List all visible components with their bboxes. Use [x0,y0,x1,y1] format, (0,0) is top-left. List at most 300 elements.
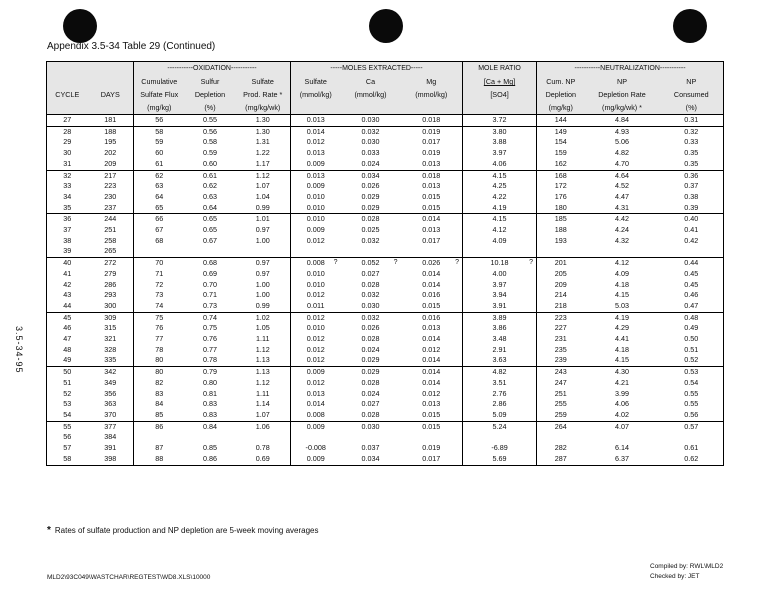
table-cell [134,301,185,312]
table-cell [47,203,88,214]
table-cell [185,159,236,170]
table-cell [463,443,537,454]
table-cell [134,148,185,159]
cell-value: 82 [155,377,164,387]
table-cell [291,345,341,356]
cell-value: 39 [63,246,72,256]
cell-value: 0.45 [684,279,699,289]
cell-value: 0.014 [422,334,441,344]
cell-value: 185 [554,214,567,224]
table-cell [401,290,463,301]
table-cell [660,301,724,312]
col-header: (%) [185,101,236,115]
col-header: [SO4] [463,88,537,101]
table-cell [236,280,291,291]
table-cell [88,367,134,378]
table-cell [585,192,660,203]
table-row [47,126,724,137]
data-table [46,61,724,466]
table-cell [291,378,341,389]
table-cell [47,345,88,356]
table-cell [401,115,463,127]
cell-value: 235 [554,344,567,354]
table-cell [537,399,585,410]
cell-value: 272 [104,258,117,268]
cell-value: 370 [104,409,117,419]
cell-value: 209 [554,279,567,289]
table-cell [47,399,88,410]
col-header [88,101,134,115]
cell-value: 0.034 [361,170,380,180]
cell-value: 46 [63,323,72,333]
table-cell [47,290,88,301]
cell-value: 0.67 [203,235,217,245]
cell-value: 0.012 [422,344,441,354]
col-header: (mg/kg/wk) [236,101,291,115]
header-row-3 [47,101,724,115]
table-row [47,214,724,225]
cell-value: 227 [554,323,567,333]
table-cell [88,203,134,214]
cell-value: 3.48 [492,334,507,344]
table-cell [47,378,88,389]
cell-value: 0.016 [422,312,441,322]
cell-value: 3.63 [492,355,507,365]
table-cell [537,181,585,192]
cell-value: 0.013 [422,181,441,191]
footnote-text: Rates of sulfate production and NP depletion are 5-week moving averages [54,526,319,535]
table-cell [88,421,134,432]
cell-value: 0.69 [255,453,270,463]
mole-ratio-header: MOLE RATIO [463,62,537,76]
table-row [47,443,724,454]
cell-value: 1.02 [255,312,270,322]
question-mark: ? [333,259,338,267]
question-mark: ? [529,259,534,267]
cell-value: 80 [155,367,164,377]
cell-value: 195 [104,137,117,147]
table-cell [660,246,724,257]
cell-value: 0.026 [361,323,380,333]
table-cell [185,148,236,159]
cell-value: 1.31 [255,137,270,147]
cell-value: 0.39 [684,202,699,212]
table-row [47,312,724,323]
cell-value: 3.99 [615,388,630,398]
table-cell [463,334,537,345]
table-cell [537,236,585,247]
table-cell [185,421,236,432]
table-cell [341,181,401,192]
cell-value: 78 [155,344,164,354]
table-cell [341,301,401,312]
table-cell [537,421,585,432]
cell-value: 176 [554,191,567,201]
table-cell [401,203,463,214]
cell-value: 32 [63,170,72,180]
col-header: DAYS [88,88,134,101]
table-cell [660,323,724,334]
cell-value: 4.64 [615,170,630,180]
cell-value: 0.030 [361,115,380,124]
table-cell [134,334,185,345]
question-mark: ? [455,259,460,267]
col-header [291,101,341,115]
cell-value: 201 [554,258,567,268]
table-cell [660,236,724,247]
cell-value: 1.13 [255,367,270,377]
cell-value: 239 [554,355,567,365]
table-cell [291,214,341,225]
table-cell [660,410,724,421]
cell-value: 0.85 [203,443,217,453]
table-cell [134,236,185,247]
cell-value: 74 [155,300,164,310]
cell-value: 3.88 [492,137,507,147]
table-cell [463,225,537,236]
table-cell [185,115,236,127]
table-cell [88,225,134,236]
cell-value: 76 [155,323,164,333]
cell-value: 231 [554,334,567,344]
cell-value: 0.41 [684,225,699,235]
table-row [47,334,724,345]
punch-hole-center [369,9,403,43]
table-cell [341,246,401,257]
table-cell [47,443,88,454]
cell-value: 4.12 [615,258,630,268]
table-cell [401,378,463,389]
question-mark: ? [393,259,398,267]
table-cell [88,290,134,301]
cell-value: 1.07 [255,181,270,191]
cell-value: 149 [554,126,567,136]
cell-value: 5.06 [615,137,630,147]
table-cell [537,378,585,389]
cell-value: 48 [63,344,72,354]
cell-value: 0.84 [203,421,217,431]
table-cell [185,367,236,378]
cell-value: 4.06 [615,399,630,409]
cell-value: 0.030 [361,137,380,147]
cell-value: 251 [104,225,117,235]
table-cell [401,323,463,334]
cell-value: 61 [155,158,164,168]
cell-value: 0.51 [684,344,699,354]
moles-group-header: -----MOLES EXTRACTED----- [291,62,463,76]
table-cell [185,269,236,280]
table-cell [341,280,401,291]
table-cell [291,115,341,127]
cell-value: 4.18 [615,344,630,354]
table-cell [585,159,660,170]
table-cell [47,148,88,159]
cell-value: 4.47 [615,191,630,201]
table-cell [236,214,291,225]
table-cell [236,159,291,170]
cell-value: 0.76 [203,334,217,344]
table-cell [134,115,185,127]
cell-value: 293 [104,290,117,300]
table-row [47,323,724,334]
table-cell [341,355,401,366]
table-cell [660,126,724,137]
cell-value: 0.62 [203,181,217,191]
table-cell [660,137,724,148]
cell-value: 0.97 [255,225,270,235]
cell-value: 4.32 [615,235,630,245]
table-cell [660,214,724,225]
cell-value: 259 [554,409,567,419]
table-cell [291,323,341,334]
table-cell [585,378,660,389]
table-cell [88,443,134,454]
table-cell [185,454,236,465]
cell-value: 315 [104,323,117,333]
cell-value: 0.034 [361,453,380,463]
table-cell [660,258,724,269]
cell-value: 0.029 [361,191,380,201]
cell-value: 0.009 [306,158,325,168]
cell-value: 0.019 [422,443,441,453]
cell-value: 0.97 [255,268,270,278]
table-cell [537,269,585,280]
table-cell [185,246,236,257]
table-cell [47,159,88,170]
cell-value: 0.024 [361,388,380,398]
table-cell [660,334,724,345]
col-header [463,101,537,115]
cell-value: 1.30 [255,126,270,136]
col-header: (mmol/kg) [291,88,341,101]
cell-value: 0.029 [361,355,380,365]
table-cell [341,148,401,159]
cell-value: 52 [63,388,72,398]
table-cell [88,410,134,421]
table-row [47,280,724,291]
cell-value: 0.68 [203,258,217,268]
cell-value: 0.012 [306,235,325,245]
cell-value: 40 [63,258,72,268]
cell-value: 33 [63,181,72,191]
cell-value: 0.010 [306,202,325,212]
neutralization-group-header: -----------NEUTRALIZATION----------- [537,62,724,76]
table-cell [585,214,660,225]
cell-value: 0.75 [203,323,217,333]
cell-value: 0.009 [306,421,325,431]
cell-value: 0.37 [684,181,699,191]
table-cell [47,389,88,400]
table-cell [236,367,291,378]
col-header: Ca [341,75,401,88]
table-cell [463,269,537,280]
cell-value: 72 [155,279,164,289]
table-cell [660,170,724,181]
cell-value: 0.63 [203,191,217,201]
table-cell [185,280,236,291]
table-cell [537,389,585,400]
cell-value: 244 [104,214,117,224]
cell-value: 264 [554,421,567,431]
table-cell [463,159,537,170]
table-cell [463,345,537,356]
cell-value: 0.45 [684,268,699,278]
table-cell [236,399,291,410]
cell-value: 38 [63,235,72,245]
table-cell [463,399,537,410]
table-cell [291,181,341,192]
cell-value: 4.24 [615,225,630,235]
cell-value: 214 [554,290,567,300]
table-cell [401,389,463,400]
table-cell [236,345,291,356]
cell-value: 4.25 [492,181,507,191]
table-cell [585,181,660,192]
cell-value: 1.13 [255,355,270,365]
cell-value: 0.69 [203,268,217,278]
table-cell [585,301,660,312]
table-cell [236,269,291,280]
cell-value: 377 [104,421,117,431]
table-cell [291,170,341,181]
cell-value: 4.93 [615,126,630,136]
cell-value: 34 [63,191,72,201]
cell-value: 180 [554,202,567,212]
cell-value: 6.14 [615,443,630,453]
col-header: Cum. NP [537,75,585,88]
cell-value: 349 [104,377,117,387]
cell-value: 0.57 [684,421,699,431]
table-cell [341,334,401,345]
table-cell [185,389,236,400]
table-cell [88,312,134,323]
cell-value: 0.013 [422,323,441,333]
table-cell [463,410,537,421]
table-cell [88,148,134,159]
table-cell [463,126,537,137]
table-cell [47,334,88,345]
table-cell [585,421,660,432]
table-cell [134,355,185,366]
table-cell [236,115,291,127]
cell-value: 68 [155,235,164,245]
cell-value: 300 [104,300,117,310]
table-cell [341,214,401,225]
table-cell [401,192,463,203]
cell-value: 4.18 [615,279,630,289]
cell-value: 0.014 [422,268,441,278]
cell-value: 0.49 [684,323,699,333]
table-cell [47,236,88,247]
cell-value: 1.17 [255,158,270,168]
table-cell [585,323,660,334]
table-cell [236,454,291,465]
cell-value: 0.012 [306,312,325,322]
table-cell [47,137,88,148]
table-cell [401,355,463,366]
table-cell [88,246,134,257]
table-cell [401,225,463,236]
cell-value: 1.00 [255,290,270,300]
cell-value: 188 [554,225,567,235]
table-cell [134,290,185,301]
cell-value: 0.97 [255,258,270,268]
cell-value: 193 [554,235,567,245]
cell-value: 63 [155,181,164,191]
table-cell [88,236,134,247]
table-cell [537,159,585,170]
table-cell [47,192,88,203]
page-title: Appendix 3.5-34 Table 29 (Continued) [47,41,216,52]
table-row [47,345,724,356]
table-cell [47,355,88,366]
cell-value: 0.012 [306,377,325,387]
table-cell [236,421,291,432]
cell-value: 0.017 [422,453,441,463]
cell-value: 0.58 [203,137,217,147]
cell-value: 309 [104,312,117,322]
cell-value: 0.60 [203,158,217,168]
table-cell [401,170,463,181]
checked-by: Checked by: JET [650,573,700,580]
punch-hole-left [63,9,97,43]
table-cell [134,389,185,400]
table-row [47,389,724,400]
table-cell [401,246,463,257]
cell-value: 84 [155,399,164,409]
table-cell [463,421,537,432]
table-cell [537,280,585,291]
table-cell [88,389,134,400]
cell-value: 391 [104,443,117,453]
table-cell [401,148,463,159]
cell-value: 73 [155,290,164,300]
table-cell [463,323,537,334]
table-cell [341,290,401,301]
cell-value: 0.026 [361,181,380,191]
table-cell [401,345,463,356]
table-cell [341,389,401,400]
table-cell [291,148,341,159]
table-cell [585,410,660,421]
table-cell [660,280,724,291]
cell-value: 159 [554,148,567,158]
cell-value: 67 [155,225,164,235]
table-cell [341,410,401,421]
table-cell [134,312,185,323]
cell-value: 0.013 [306,148,325,158]
col-header [341,101,401,115]
cell-value: 0.83 [203,409,217,419]
table-cell [341,203,401,214]
cell-value: 4.82 [615,148,630,158]
cell-value: 0.44 [684,258,699,268]
cell-value: 0.78 [203,355,217,365]
cell-value: 0.65 [203,225,217,235]
table-cell [660,399,724,410]
cell-value: 0.47 [684,300,699,310]
table-cell [660,389,724,400]
cell-value: 4.12 [492,225,507,235]
table-cell [660,269,724,280]
cell-value: 0.56 [203,126,217,136]
table-cell [47,246,88,257]
group-header-row [47,62,724,76]
cell-value: 321 [104,334,117,344]
table-cell [401,443,463,454]
cell-value: 4.84 [615,115,630,124]
cell-value: 286 [104,279,117,289]
